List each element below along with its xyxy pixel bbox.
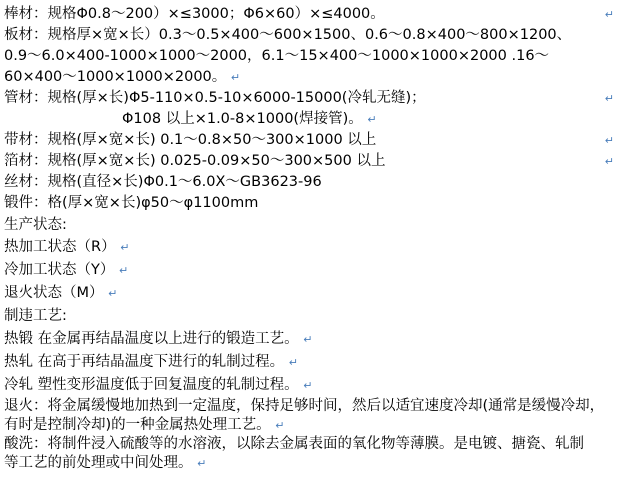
spec-value-bar: 规格Φ0.8～200）×≤3000；Φ6×60）×≤4000。: [47, 6, 385, 22]
term-name-hot-rolling: 热轧: [4, 354, 33, 370]
term-desc-hot-rolling: 在高于再结晶温度下进行的轧制过程。: [37, 354, 285, 370]
paragraph-name-pickling: 酸洗：: [4, 436, 48, 452]
spec-label-foil: 箔材：: [4, 153, 48, 169]
paragraph-pickling: [4, 435, 614, 473]
process-title: 制违工艺:: [4, 308, 67, 324]
spec-row-foil: [4, 151, 614, 172]
pilcrow-icon: ↵: [604, 155, 614, 168]
paragraph-annealing: [4, 397, 614, 435]
spec-value-plate-line2: 0.9～6.0×400-1000×1000～2000，6.1～15×400～1000×1000×2000 .16～: [4, 48, 550, 64]
spec-row-tube: [4, 88, 614, 109]
spec-value-tube-line2-wrap: [4, 109, 614, 130]
spec-row-strip: [4, 130, 614, 151]
term-hot-rolling: [4, 351, 614, 374]
spec-value-tube-line2: Φ108 以上×1.0-8×1000(焊接管)。: [122, 111, 363, 127]
paragraph-annealing-text2: 有时是控制冷却)的一种金属热处理工艺。: [4, 417, 271, 433]
spec-row-forging: [4, 193, 614, 214]
spec-row-plate: [4, 25, 614, 46]
term-hot-forging: [4, 328, 614, 351]
paragraph-pickling-text1: 将制件浸入硫酸等的水溶液，以除去金属表面的氧化物等薄膜。是电镀、搪瓷、轧制: [47, 436, 584, 452]
paragraph-pickling-line1: [4, 435, 614, 454]
spec-label-forging: 锻件：: [4, 195, 48, 211]
spec-label-strip: 带材：: [4, 132, 48, 148]
pilcrow-icon: ↵: [303, 333, 313, 346]
pilcrow-icon: ↵: [230, 71, 241, 84]
pilcrow-icon: ↵: [604, 92, 614, 105]
production-state-title: 生产状态:: [4, 217, 67, 233]
paragraph-annealing-line1: [4, 397, 614, 416]
pilcrow-icon: ↵: [108, 287, 118, 300]
pilcrow-icon: ↵: [197, 457, 207, 470]
spec-label-wire: 丝材：: [4, 174, 48, 190]
term-desc-hot-forging: 在金属再结晶温度以上进行的锻造工艺。: [37, 331, 299, 347]
term-name-cold-rolling: 冷轧: [4, 377, 33, 393]
pilcrow-icon: ↵: [604, 134, 614, 147]
spec-value-plate-line3: 60×400～1000×1000×2000。: [4, 69, 227, 85]
spec-value-tube-line1: 规格(厚×长)Φ5-110×0.5-10×6000-15000(冷轧无缝)；: [47, 90, 426, 106]
term-desc-cold-rolling: 塑性变形温度低于回复温度的轧制过程。: [37, 377, 299, 393]
spec-row-wire: [4, 172, 614, 193]
paragraph-pickling-text2: 等工艺的前处理或中间处理。: [4, 455, 193, 471]
paragraph-name-annealing: 退火：: [4, 398, 48, 414]
pilcrow-icon: ↵: [275, 419, 285, 432]
pilcrow-icon: ↵: [120, 241, 130, 254]
state-label-annealed: 退火状态（M）: [4, 285, 104, 301]
pilcrow-icon: ↵: [303, 379, 313, 392]
pilcrow-icon: ↵: [367, 113, 377, 126]
spec-label-tube: 管材：: [4, 90, 48, 106]
state-line-annealed: [4, 282, 614, 305]
state-label-hot-worked: 热加工状态（R）: [4, 239, 116, 255]
spec-value-wire: 规格(直径×长)Φ0.1～6.0X～GB3623-96: [47, 174, 322, 190]
state-label-cold-worked: 冷加工状态（Y）: [4, 262, 115, 278]
spec-value-foil: 规格(厚×宽×长) 0.025-0.09×50～300×500 以上: [47, 153, 386, 169]
paragraph-annealing-line2: [4, 416, 614, 435]
term-name-hot-forging: 热锻: [4, 331, 33, 347]
spec-value-plate-line1: 规格厚×宽×长）0.3～0.5×400～600×1500、0.6～0.8×400～800×1200、: [47, 27, 572, 43]
term-cold-rolling: [4, 374, 614, 397]
spec-value-forging: 格(厚×宽×长)φ50～φ1100mm: [47, 195, 259, 211]
spec-value-strip: 规格(厚×宽×长) 0.1～0.8×50～300×1000 以上: [47, 132, 377, 148]
paragraph-annealing-text1: 将金属缓慢地加热到一定温度，保持足够时间，然后以适宜速度冷却(通常是缓慢冷却，: [47, 398, 605, 414]
spec-row-bar: [4, 4, 614, 25]
state-line-hot-worked: [4, 236, 614, 259]
spec-label-plate: 板材：: [4, 27, 48, 43]
paragraph-pickling-line2: [4, 454, 614, 473]
state-line-cold-worked: [4, 259, 614, 282]
spec-label-bar: 棒材：: [4, 6, 48, 22]
pilcrow-icon: ↵: [604, 8, 614, 21]
pilcrow-icon: ↵: [288, 356, 298, 369]
pilcrow-icon: ↵: [118, 264, 129, 277]
spec-value-plate-line3-wrap: [4, 67, 614, 88]
